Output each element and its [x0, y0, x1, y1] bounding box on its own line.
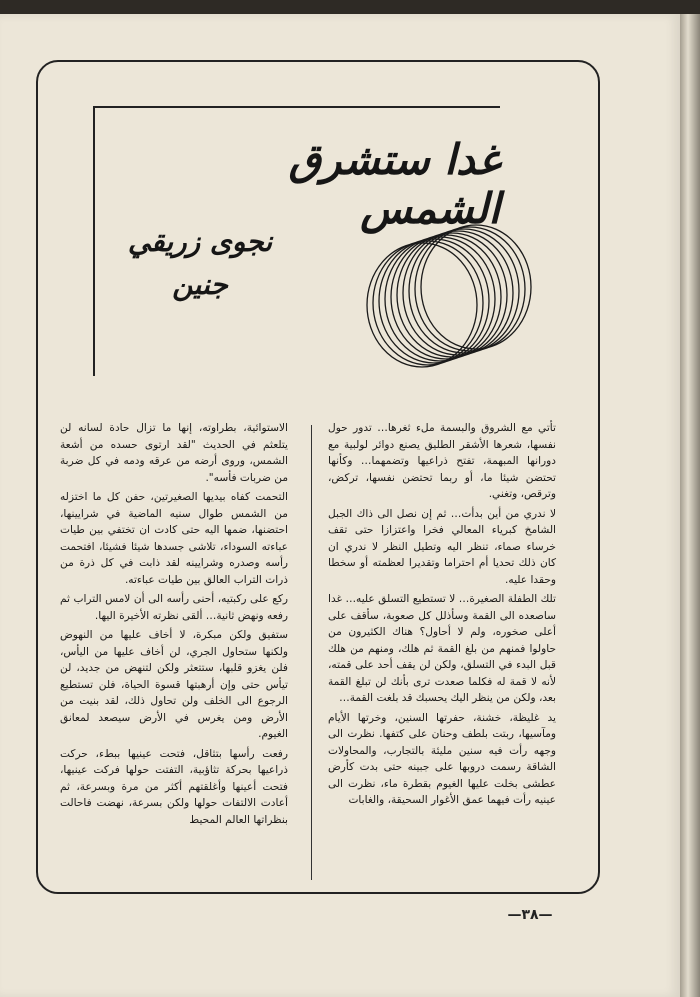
paragraph: ستفيق ولكن مبكرة، لا أخاف عليها من النهوض ولكنها ستحاول الجري، لن أخاف عليها من اليأس، فلن يغزو قلبها، ستتعثر ولكن لتنهض من جديد، لن تيأس حتى وإن أرهبتها قسوة الحياة، فلن تستطيع الرجوع الى الخلف ولن تحاول ذلك، لقد بنيت من الأرض ومن يغرس في الأرض سيصعد لمعانق الغيوم.	[60, 629, 288, 740]
column-divider	[311, 425, 312, 880]
paragraph: يد غليظة، خشنة، حفرتها السنين، وخرتها الأيام ومآسيها، ربتت بلطف وحنان على كتفها. نظرت الى وجهه رأت فيه سنين مليئة بالتجارب، والمحاولات الشاقة رسمت دروبها على جبينه حتى بدت كأرض عطشى بخلت عليها الغيوم بقطرة ماء، نظرت الى عينيه رأت فيهما عمق الأغوار السحيقة، والغابات	[328, 711, 556, 806]
article-title: غدا ستشرق الشمس	[288, 135, 500, 233]
paragraph: تأتي مع الشروق والبسمة ملء ثغرها… تدور حول نفسها، شعرها الأشقر الطليق يصنع دوائر لولبية مع دورانها المبهمة، تفتح ذراعيها وتضمهما… وكأنها تحتضن شيئا ما، أو ربما تحتضن نفسها، تركض، وترقص، وتغني.	[328, 422, 556, 500]
paragraph: رفعت رأسها بتثاقل، فتحت عينيها ببطء، حركت ذراعيها بحركة تثاؤبية، التفتت حولها فركت عينيها، فتحت أعينها وأغلقتهم أكثر من مرة وبسرعة، ثم أعادت الالتفات حولها ولكن بسرعة، نهضت فاحالت بنظراتها العالم المحيط	[60, 747, 288, 826]
text-column-right	[328, 420, 556, 812]
author-name: نجوى زريقي	[127, 225, 273, 258]
page-number: —٣٨—	[507, 907, 553, 923]
rings-illustration	[360, 220, 540, 380]
paragraph: لا ندري من أين بدأت… ثم إن نصل الى ذاك الجبل الشامخ كبرياء المعالي فخرا واعتزازا حتى تقف خرساء صماء، تنظر اليه وتطيل النظر لا ندري ان كان ذلك تحديا أم احتراما وتقديرا لعظمته أو سخطا وحقدا عليه.	[328, 507, 556, 586]
paragraph: ركع على ركبتيه، أحنى رأسه الى أن لامس التراب ثم رفعه ونهض ثانية… ألقى نظرته الأخيرة اليها.	[60, 593, 288, 622]
paragraph: التحمت كفاه بيديها الصغيرتين، حفن كل ما اختزله من الشمس طوال سنيه الماضية في شرايينها، احتضنها، ضمها اليه حتى كادت ان تختفي بين طيات عباءته السوداء، تلاشى جسدها شيئا فشيئا، افتحمت رأسه وصدره وشرايينه لقد ذابت في كل ذرة من ذرات التراب العالق بين طيات عباءته.	[60, 491, 288, 586]
page-edge	[680, 14, 700, 997]
paragraph: الاستوائية، بطراوته، إنها ما تزال حادة لسانه لن يتلعثم في الحديث "لقد ارتوى حسده من أشعة الشمس، وروى أرضه من عرقه ودمه في كل ضربة من ضربات فأسه".	[60, 422, 288, 484]
genre-label: جنين	[172, 268, 228, 301]
text-column-left	[60, 420, 288, 831]
paragraph: تلك الطفلة الصغيرة… لا تستطيع التسلق عليه… غدا ساصعده الى القمة وسأذلل كل صعوبة، سأقف على أعلى صخوره، ولم لا أحاول؟ هناك الكثيرون من حاولوا فمنهم من بلغ القمة ثم هلك، ومنهم من هلك قبل البدء في التسلق، ولكن لن يقف أحد على قمته، لأنه لا قمة له فكلما صعدت ترى بأنك لن تبلغ القمة بعد، ولكن من ينظر اليك يحسبك قد بلغت القمة…	[328, 593, 556, 704]
